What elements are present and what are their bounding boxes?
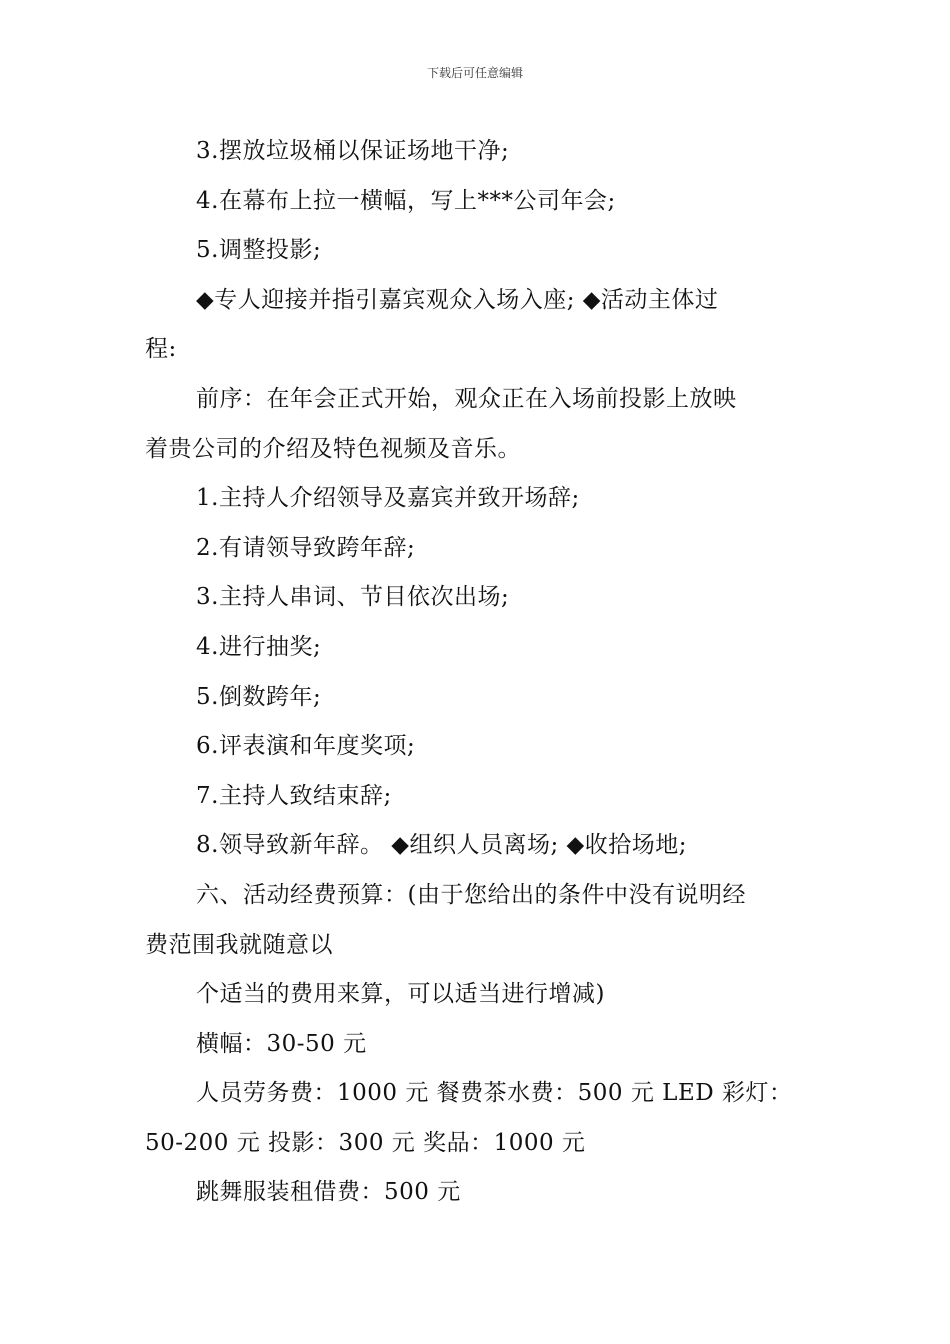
paragraph-11 (145, 722, 810, 772)
paragraph-18 (145, 1168, 810, 1218)
paragraph-line: 2.有请领导致跨年辞; (196, 534, 416, 561)
paragraph-8 (145, 573, 810, 623)
paragraph-line: 3.摆放垃圾桶以保证场地干净; (196, 138, 510, 164)
paragraph-10 (145, 673, 810, 723)
page-header: 下载后可任意编辑 (426, 66, 523, 80)
paragraph-7 (145, 524, 810, 574)
paragraph-line: 5.调整投影; (196, 237, 322, 264)
document-body (145, 127, 810, 1218)
paragraph-line: 个适当的费用来算，可以适当进行增减) (196, 981, 605, 1008)
paragraph-line: 六、活动经费预算：(由于您给出的条件中没有说明经 (196, 881, 746, 908)
paragraph-4 (145, 276, 810, 375)
paragraph-17 (145, 1069, 810, 1168)
paragraph-line: 费范围我就随意以 (145, 931, 333, 958)
paragraph-line: 7.主持人致结束辞; (196, 782, 392, 809)
paragraph-9 (145, 623, 810, 673)
paragraph-line: 横幅：30-50 元 (196, 1030, 367, 1057)
paragraph-line: 程: (145, 336, 177, 363)
paragraph-line: 6.评表演和年度奖项; (196, 733, 416, 760)
paragraph-line: 跳舞服装租借费：500 元 (196, 1179, 461, 1206)
paragraph-6 (145, 474, 810, 524)
paragraph-line: 4.在幕布上拉一横幅，写上***公司年会; (196, 187, 616, 214)
paragraph-line: 1.主持人介绍领导及嘉宾并致开场辞; (196, 485, 580, 512)
paragraph-line: ◆专人迎接并指引嘉宾观众入场入座; ◆活动主体过 (196, 286, 719, 313)
paragraph-line: 前序：在年会正式开始，观众正在入场前投影上放映 (196, 385, 737, 412)
paragraph-line: 3.主持人串词、节目依次出场; (196, 584, 510, 611)
paragraph-line: 8.领导致新年辞。 ◆组织人员离场; ◆收拾场地; (196, 832, 687, 859)
paragraph-2 (145, 177, 810, 227)
paragraph-1 (145, 127, 810, 177)
paragraph-line: 4.进行抽奖; (196, 633, 322, 660)
paragraph-line: 着贵公司的介绍及特色视频及音乐。 (145, 435, 521, 462)
paragraph-13 (145, 821, 810, 871)
paragraph-16 (145, 1020, 810, 1070)
paragraph-line: 50-200 元 投影：300 元 奖品：1000 元 (145, 1129, 586, 1156)
paragraph-line: 人员劳务费：1000 元 餐费茶水费：500 元 LED 彩灯： (196, 1080, 793, 1107)
paragraph-12 (145, 772, 810, 822)
paragraph-5 (145, 375, 810, 474)
paragraph-line: 5.倒数跨年; (196, 683, 322, 710)
paragraph-3 (145, 226, 810, 276)
paragraph-15 (145, 970, 810, 1020)
paragraph-14 (145, 871, 810, 970)
